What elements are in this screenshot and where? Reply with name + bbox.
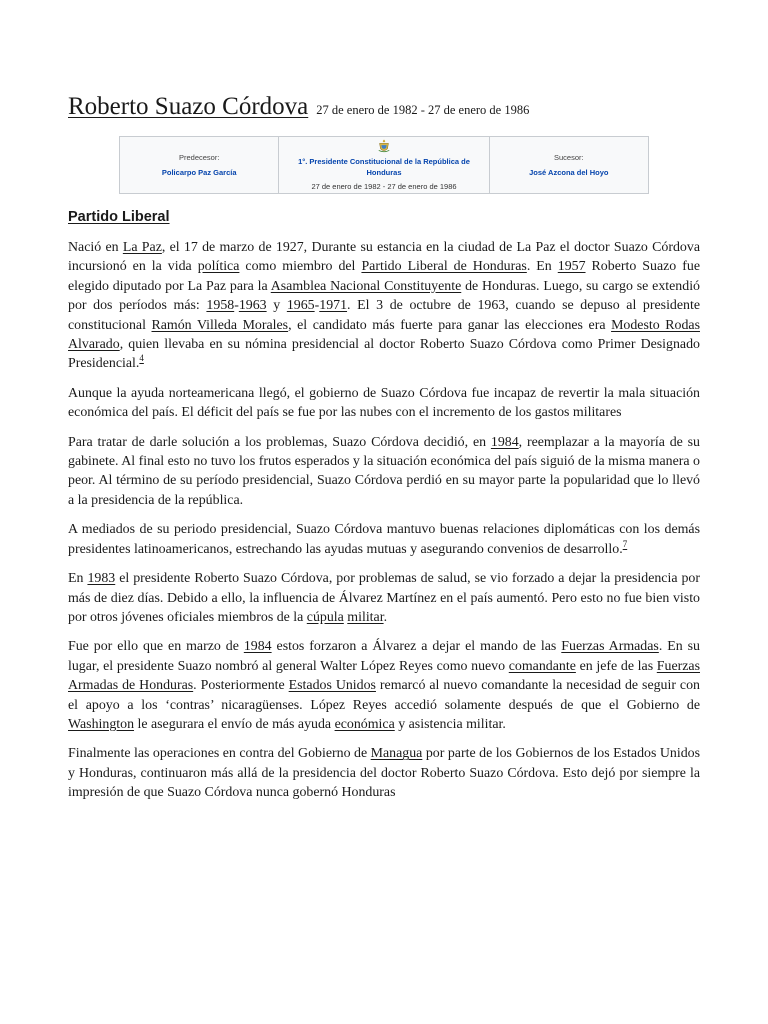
predecessor-cell — [120, 137, 278, 193]
page-title — [68, 93, 708, 121]
text: , reemplazar a la mayoría de su gabinete. Al final esto no tuvo los frutos esperados y la situación económica del país siguió de la misma manera o peor. Al término de su período presidencial, Suazo Córdova perdió en su mayor parte la popularidad que lo llevó a la presidencia de la república. — [68, 434, 700, 508]
text: como miembro del — [239, 259, 362, 275]
predecessor-label: Predecesor: — [178, 153, 220, 162]
link-1963[interactable]: 1963 — [238, 298, 267, 314]
link-1983[interactable]: 1983 — [87, 571, 116, 587]
text: - — [234, 298, 239, 314]
link-estados-unidos[interactable]: Estados Unidos — [288, 678, 376, 694]
text: en jefe de las — [575, 658, 657, 674]
section-heading: Partido Liberal — [68, 209, 170, 225]
text: de Honduras. Luego, su cargo se extendió por dos períodos más: — [68, 278, 700, 314]
link-1984[interactable]: 1984 — [243, 639, 272, 655]
text: , quien llevaba en su nómina presidencial al doctor Roberto Suazo Córdova como Primer Designado Presidencial. — [68, 337, 700, 372]
text: por parte de los Gobiernos de los Estados Unidos y Honduras, continuaron más allá de la presidencia del doctor Roberto Suazo Córdova. Esto dejó por siempre la impresión de que Suazo Córdova nunca gobernó Honduras — [68, 746, 701, 801]
text: , el candidato más fuerte para ganar las elecciones era — [288, 317, 612, 333]
successor-link[interactable]: José Azcona del Hoyo — [529, 168, 609, 177]
text: . Posteriormente — [193, 678, 289, 694]
link-managua[interactable]: Managua — [370, 746, 423, 762]
link-politica[interactable]: política — [197, 259, 240, 275]
office-dates: 27 de enero de 1982 - 27 de enero de 1986 — [311, 182, 457, 191]
text: . En su lugar, el presidente Suazo nombró al general Walter López Reyes como nuevo — [68, 639, 700, 674]
text: Nació en — [68, 240, 123, 255]
text: Para tratar de darle solución a los problemas, Suazo Córdova decidió, en — [68, 434, 491, 450]
link-la-paz[interactable]: La Paz — [122, 240, 162, 255]
title-dates: 27 de enero de 1982 - 27 de enero de 1986 — [316, 103, 530, 117]
text: . El 3 de octubre de 1963, cuando se depuso al presidente constitucional — [68, 298, 701, 333]
link-washington[interactable]: Washington — [68, 716, 135, 732]
text: y — [266, 298, 287, 314]
link-fuerzas-armadas[interactable]: Fuerzas Armadas — [561, 639, 659, 655]
paragraph-6 — [68, 637, 700, 734]
link-partido-liberal[interactable]: Partido Liberal de Honduras — [361, 259, 527, 275]
succession-box — [119, 136, 649, 194]
honduras-coat-of-arms-icon — [377, 139, 391, 153]
link-1984[interactable]: 1984 — [490, 434, 519, 450]
office-cell — [278, 137, 489, 193]
text: el presidente Roberto Suazo Córdova, por problemas de salud, se vio forzado a dejar la presidencia por más de diez días. Debido a ello, la influencia de Álvarez Martínez en el país aumentó. Pero esto no fue bien visto por otros jóvenes oficiales miembros de la — [68, 571, 701, 625]
paragraph-2 — [68, 384, 700, 423]
paragraph-5 — [68, 569, 700, 627]
link-comandante[interactable]: comandante — [508, 658, 576, 674]
title-name[interactable]: Roberto Suazo Córdova — [68, 93, 309, 120]
link-fuerzas-armadas-honduras[interactable]: Fuerzas Armadas de Honduras — [68, 658, 700, 694]
text: En — [68, 571, 88, 587]
link-cupula[interactable]: cúpula — [306, 609, 344, 625]
text: , el 17 de marzo de 1927, Durante su estancia en la ciudad de La Paz el doctor Suazo Córdova incursionó en la vida — [68, 240, 700, 275]
reference-4[interactable]: 4 — [139, 353, 144, 364]
link-economica[interactable]: económica — [334, 716, 395, 732]
text: le asegurara el envío de más ayuda — [134, 716, 335, 732]
successor-label: Sucesor: — [553, 153, 584, 162]
link-1965[interactable]: 1965 — [286, 298, 315, 314]
paragraph-4 — [68, 520, 700, 559]
text: . — [383, 609, 388, 625]
text: remarcó al nuevo comandante la necesidad de seguir con el apoyo a los ‘contras’ nicaragüenses. López Reyes accedió solamente después de que el Gobierno de — [68, 678, 700, 713]
text: Fue por ello que en marzo de — [68, 639, 244, 655]
text: - — [314, 298, 320, 314]
link-1971[interactable]: 1971 — [319, 298, 348, 314]
predecessor-link[interactable]: Policarpo Paz García — [161, 168, 237, 177]
paragraph-1 — [68, 238, 700, 374]
paragraph-7 — [68, 744, 700, 802]
text: . En — [526, 259, 558, 275]
article-body — [68, 238, 700, 813]
link-1958[interactable]: 1958 — [206, 298, 235, 314]
link-militar[interactable]: militar — [347, 609, 384, 625]
text: estos forzaron a Álvarez a dejar el mando de las — [271, 639, 562, 655]
reference-7[interactable]: 7 — [622, 538, 628, 549]
text: A mediados de su periodo presidencial, Suazo Córdova mantuvo buenas relaciones diplomáticas con los demás presidentes latinoamericanos, estrechando las ayudas mutuas y asegurando convenios de desarrollo. — [68, 522, 700, 557]
successor-cell — [490, 137, 648, 193]
office-title-link[interactable]: 1°. Presidente Constitucional de la República de Honduras — [298, 157, 470, 177]
paragraph-3 — [68, 433, 700, 511]
link-asamblea[interactable]: Asamblea Nacional Constituyente — [270, 278, 462, 294]
text: Roberto Suazo fue elegido diputado por La Paz para la — [68, 259, 700, 294]
link-rodas-alvarado[interactable]: Modesto Rodas Alvarado — [68, 317, 700, 353]
link-villeda-morales[interactable]: Ramón Villeda Morales — [151, 317, 289, 333]
link-1957[interactable]: 1957 — [557, 259, 586, 275]
text: Finalmente las operaciones en contra del Gobierno de — [68, 746, 371, 762]
text: y asistencia militar. — [394, 716, 506, 732]
text: Aunque la ayuda norteamericana llegó, el gobierno de Suazo Córdova fue incapaz de revertir la mala situación económica del país. El déficit del país se fue por las nubes con el incremento de los gastos militares — [68, 385, 700, 421]
